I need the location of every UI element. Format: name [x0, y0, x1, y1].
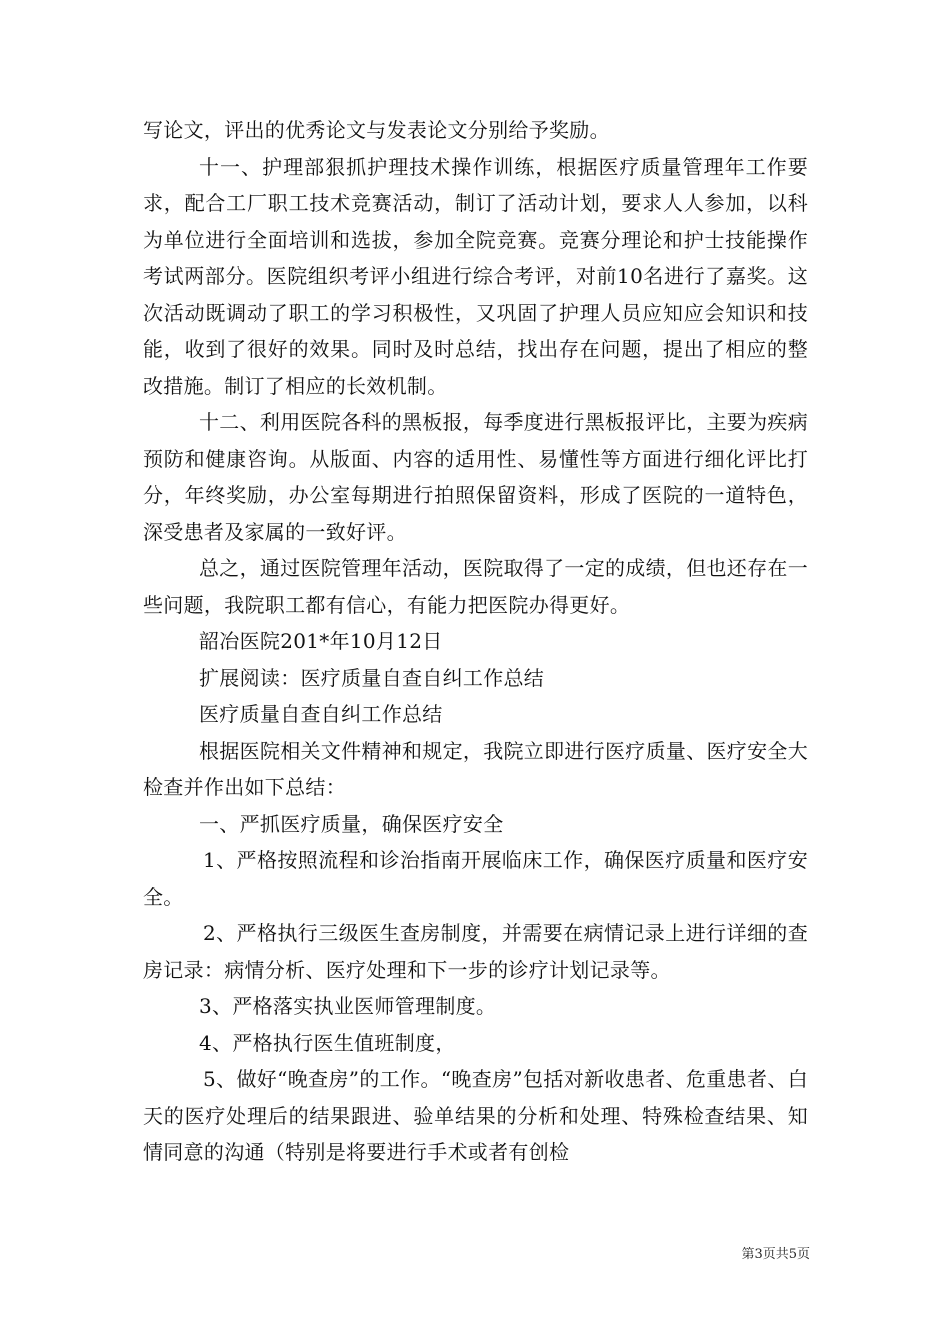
paragraph-intro: 根据医院相关文件精神和规定，我院立即进行医疗质量、医疗安全大检查并作出如下总结： [143, 738, 808, 799]
extended-reading-heading: 扩展阅读：医疗质量自查自纠工作总结 [199, 665, 545, 690]
paragraph-2: 十一、护理部狠抓护理技术操作训练，根据医疗质量管理年工作要求，配合工厂职工技术竞赛活动，制订了活动计划，要求人人参加，以科为单位进行全面培训和选拔，参加全院竞赛。竞赛分理论和护士技能操作考试两部分。医院组织考评小组进行综合考评，对前10名进行了嘉奖。这次活动既调动了职工的学习积极性，又巩固了护理人员应知应会知识和技能，收到了很好的效果。同时及时总结，找出存在问题，提出了相应的整改措施。制订了相应的长效机制。 [143, 154, 808, 398]
list-item-2: 2、严格执行三级医生查房制度，并需要在病情记录上进行详细的查房记录：病情分析、医疗处理和下一步的诊疗计划记录等。 [143, 921, 808, 982]
document-body [143, 112, 808, 1171]
paragraph-4: 总之，通过医院管理年活动，医院取得了一定的成绩，但也还存在一些问题，我院职工都有信心，有能力把医院办得更好。 [143, 556, 808, 617]
paragraph-1: 写论文，评出的优秀论文与发表论文分别给予奖励。 [143, 118, 610, 142]
list-item-3: 3、严格落实执业医师管理制度。 [199, 994, 497, 1018]
section-title: 医疗质量自查自纠工作总结 [199, 702, 443, 726]
signature-line: 韶冶医院201*年10月12日 [199, 629, 443, 653]
paragraph-3: 十二、利用医院各科的黑板报，每季度进行黑板报评比，主要为疾病预防和健康咨询。从版面、内容的适用性、易懂性等方面进行细化评比打分，年终奖励，办公室每期进行拍照保留资料，形成了医院的一道特色，深受患者及家属的一致好评。 [143, 410, 808, 544]
subheading-1: 一、严抓医疗质量，确保医疗安全 [199, 811, 504, 836]
page-number: 第3页共5页 [741, 1247, 810, 1262]
list-item-1: 1、严格按照流程和诊治指南开展临床工作，确保医疗质量和医疗安全。 [143, 848, 808, 909]
list-item-5: 5、做好“晚查房”的工作。“晚查房”包括对新收患者、危重患者、白天的医疗处理后的结果跟进、验单结果的分析和处理、特殊检查结果、知情同意的沟通（特别是将要进行手术或者有创检 [143, 1067, 808, 1164]
list-item-4: 4、严格执行医生值班制度， [199, 1030, 456, 1055]
